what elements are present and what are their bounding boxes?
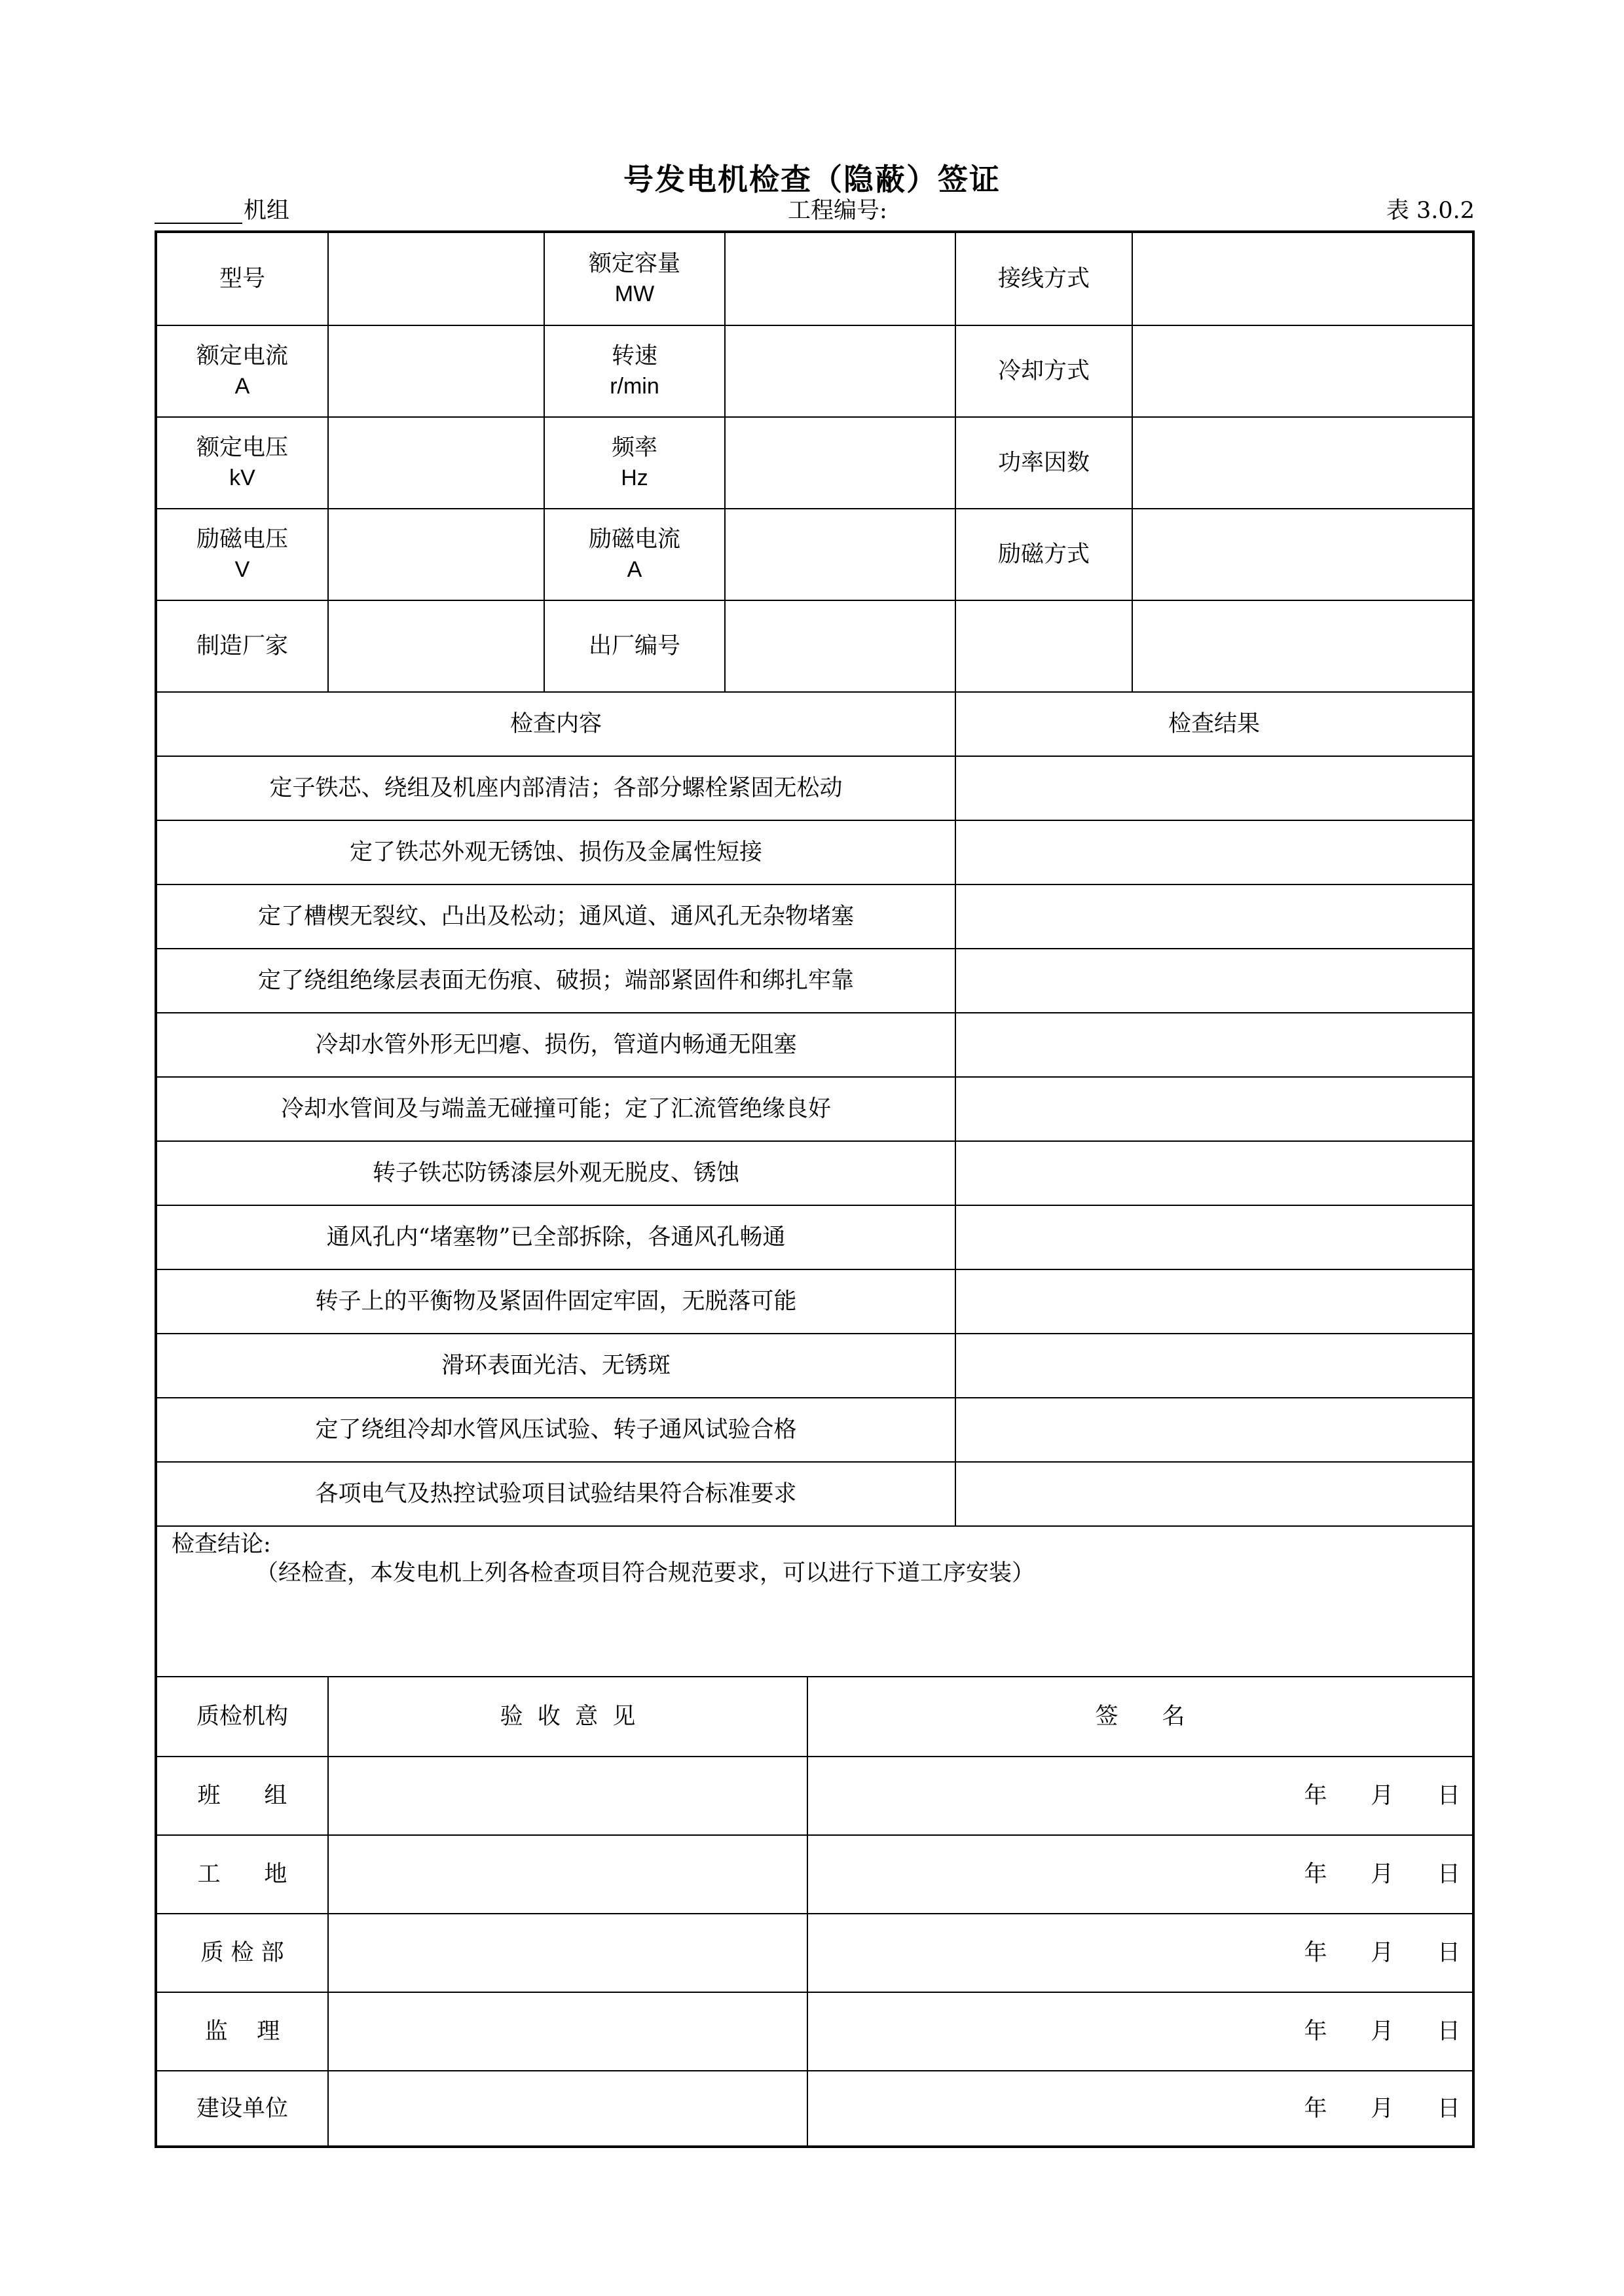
inspection-result-cell[interactable] — [956, 1334, 1472, 1397]
inspection-form — [155, 230, 1475, 2148]
signoff-signature-header: 签 名 — [1095, 1704, 1185, 1730]
spec-label-rated-voltage: 额定电压 kV — [157, 418, 327, 508]
signoff-opinion-cell[interactable] — [329, 2071, 807, 2145]
spec-value-excitation-voltage[interactable] — [329, 509, 544, 600]
spec-unit: Hz — [621, 465, 648, 490]
signoff-date: 年 月 日 — [1304, 1783, 1460, 1809]
spec-label-wiring: 接线方式 — [997, 266, 1090, 292]
inspection-content-header: 检查内容 — [509, 711, 602, 737]
spec-unit: A — [234, 374, 250, 399]
inspection-result-cell[interactable] — [956, 1206, 1472, 1269]
inspection-item: 各项电气及热控试验项目试验结果符合标准要求 — [315, 1481, 797, 1507]
spec-label-model: 型号 — [219, 266, 265, 292]
signoff-date: 年 月 日 — [1304, 1940, 1460, 1966]
spec-value-excitation-current[interactable] — [726, 509, 955, 600]
signoff-date: 年 月 日 — [1304, 2096, 1460, 2122]
signoff-row-team: 班 组 — [197, 1783, 287, 1809]
conclusion-text: （经检查，本发电机上列各检查项目符合规范要求，可以进行下道工序安装） — [255, 1560, 1035, 1586]
table-number: 表 3.0.2 — [1386, 198, 1475, 224]
inspection-result-cell[interactable] — [956, 1270, 1472, 1333]
spec-value-model[interactable] — [329, 233, 544, 325]
signoff-date: 年 月 日 — [1304, 2018, 1460, 2045]
spec-label-excitation-voltage: 励磁电压 V — [157, 509, 327, 600]
signoff-row-qc-dept: 质 检 部 — [200, 1940, 284, 1966]
spec-label-rated-current: 额定电流 A — [157, 326, 327, 416]
signoff-row-site: 工 地 — [197, 1861, 287, 1887]
conclusion-label: 检查结论: — [172, 1531, 271, 1558]
document-title: 号发电机检查（隐蔽）签证 — [623, 162, 1001, 197]
spec-value-rated-voltage[interactable] — [329, 418, 544, 508]
inspection-result-header: 检查结果 — [1168, 711, 1260, 737]
project-no-label: 工程编号: — [788, 198, 887, 224]
spec-value-excitation-mode[interactable] — [1133, 509, 1472, 600]
inspection-result-cell[interactable] — [956, 821, 1472, 884]
signoff-opinion-cell[interactable] — [329, 1836, 807, 1913]
inspection-result-cell[interactable] — [956, 1398, 1472, 1461]
spec-value-manufacturer[interactable] — [329, 601, 544, 691]
signoff-row-owner: 建设单位 — [196, 2095, 288, 2122]
signoff-date: 年 月 日 — [1304, 1861, 1460, 1887]
unit-field[interactable] — [155, 198, 289, 224]
inspection-item: 定子铁芯、绕组及机座内部清洁；各部分螺栓紧固无松动 — [269, 775, 843, 801]
conclusion-box[interactable] — [157, 1527, 1472, 1676]
signoff-opinion-cell[interactable] — [329, 1993, 807, 2070]
inspection-item: 定了绕组绝缘层表面无伤痕、破损；端部紧固件和绑扎牢靠 — [257, 968, 854, 994]
inspection-item: 定了铁芯外观无锈蚀、损伤及金属性短接 — [349, 839, 762, 866]
signoff-opinion-cell[interactable] — [329, 1914, 807, 1992]
spec-extra-value[interactable] — [1133, 601, 1472, 691]
spec-label-frequency: 频率 Hz — [545, 418, 724, 508]
spec-label-speed: 转速 r/min — [545, 326, 724, 416]
spec-label-excitation-current: 励磁电流 A — [545, 509, 724, 600]
unit-label: 机组 — [244, 198, 290, 224]
spec-value-cooling[interactable] — [1133, 326, 1472, 416]
inspection-result-cell[interactable] — [956, 1013, 1472, 1076]
inspection-result-cell[interactable] — [956, 1142, 1472, 1205]
spec-value-wiring[interactable] — [1133, 233, 1472, 325]
spec-value-power-factor[interactable] — [1133, 418, 1472, 508]
spec-value-frequency[interactable] — [726, 418, 955, 508]
spec-label-power-factor: 功率因数 — [997, 450, 1090, 476]
unit-blank[interactable] — [155, 203, 242, 224]
inspection-item: 冷却水管间及与端盖无碰撞可能；定了汇流管绝缘良好 — [280, 1096, 831, 1122]
spec-value-rated-capacity[interactable] — [726, 233, 955, 325]
inspection-item: 定了槽楔无裂纹、凸出及松动；通风道、通风孔无杂物堵塞 — [257, 903, 854, 930]
spec-label-cooling: 冷却方式 — [997, 358, 1090, 384]
inspection-item: 冷却水管外形无凹瘪、损伤，管道内畅通无阻塞 — [315, 1032, 797, 1058]
spec-unit: kV — [229, 465, 255, 490]
spec-unit: V — [234, 557, 250, 582]
inspection-item: 定了绕组冷却水管风压试验、转子通风试验合格 — [315, 1417, 797, 1443]
spec-unit: MW — [614, 282, 655, 306]
spec-value-rated-current[interactable] — [329, 326, 544, 416]
spec-label-serial-no: 出厂编号 — [588, 633, 680, 659]
inspection-item: 转子上的平衡物及紧固件固定牢固，无脱落可能 — [315, 1288, 797, 1315]
inspection-result-cell[interactable] — [956, 1078, 1472, 1140]
spec-label-rated-capacity: 额定容量 MW — [545, 233, 724, 325]
signoff-row-supervision: 监 理 — [204, 2018, 280, 2045]
spec-label-excitation-mode: 励磁方式 — [997, 541, 1090, 568]
spec-unit: A — [627, 557, 642, 582]
signoff-opinion-header: 验 收 意 见 — [500, 1704, 636, 1730]
inspection-item: 转子铁芯防锈漆层外观无脱皮、锈蚀 — [372, 1160, 739, 1186]
spec-label-manufacturer: 制造厂家 — [196, 633, 288, 659]
inspection-result-cell[interactable] — [956, 949, 1472, 1012]
spec-unit: r/min — [610, 374, 659, 399]
signoff-org-header: 质检机构 — [196, 1704, 288, 1730]
inspection-result-cell[interactable] — [956, 757, 1472, 820]
inspection-item: 通风孔内“堵塞物”已全部拆除，各通风孔畅通 — [326, 1224, 786, 1250]
spec-extra-cell[interactable] — [956, 601, 1132, 691]
signoff-opinion-cell[interactable] — [329, 1757, 807, 1834]
inspection-result-cell[interactable] — [956, 885, 1472, 948]
inspection-item: 滑环表面光洁、无锈斑 — [441, 1353, 671, 1379]
spec-value-speed[interactable] — [726, 326, 955, 416]
spec-value-serial-no[interactable] — [726, 601, 955, 691]
inspection-result-cell[interactable] — [956, 1463, 1472, 1525]
